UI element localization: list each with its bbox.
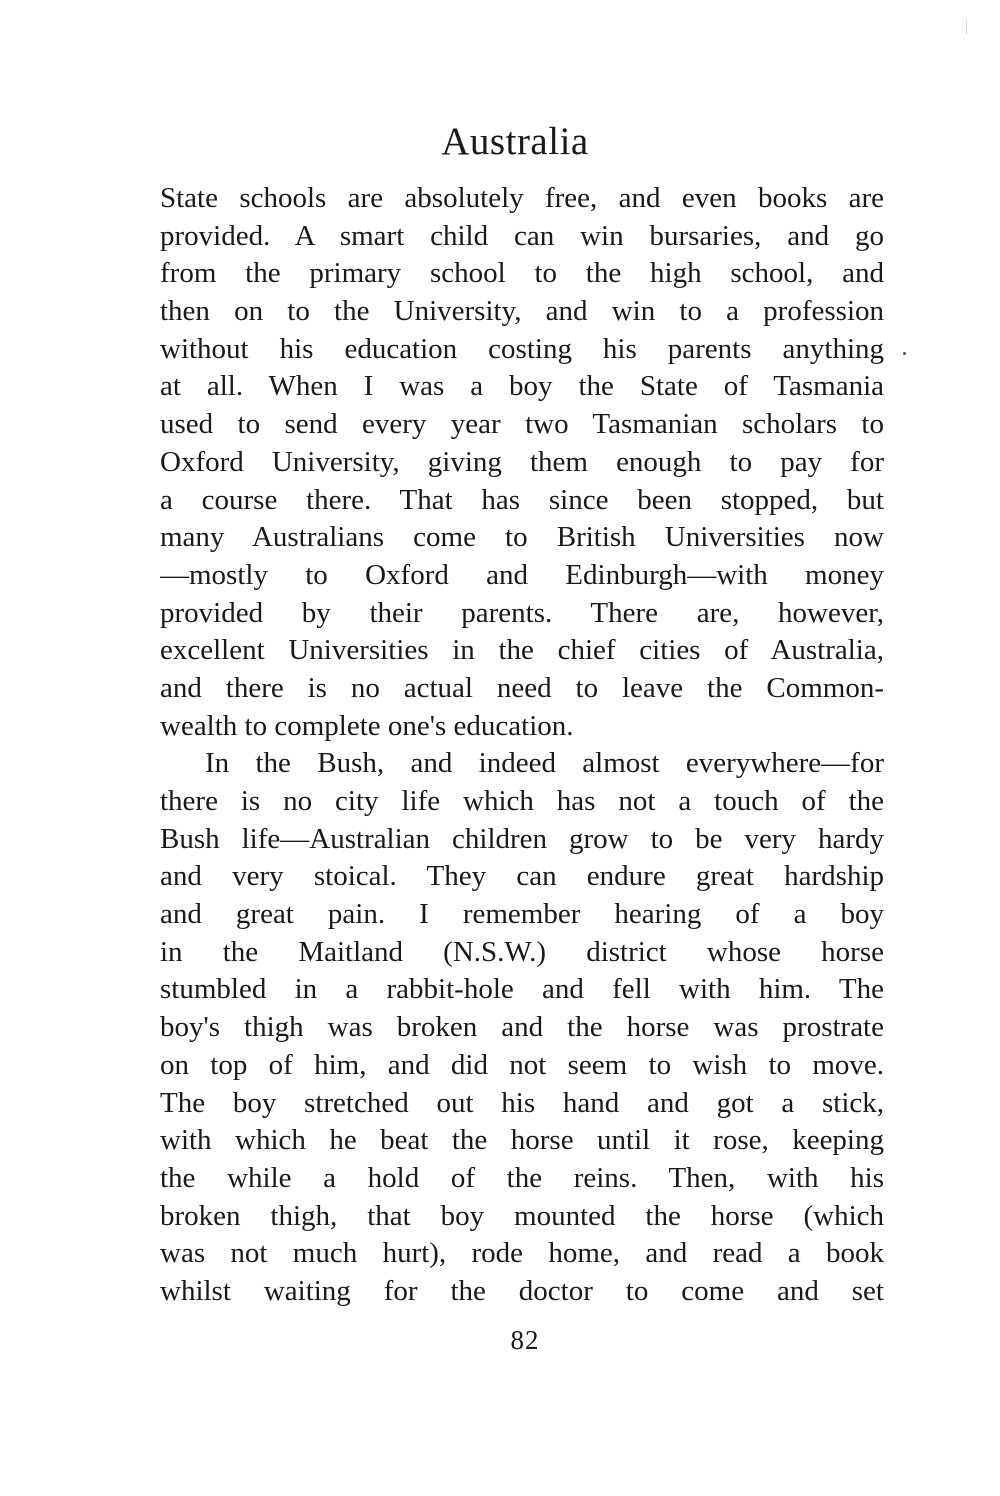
text-line: the while a hold of the reins. Then, with his — [160, 1161, 884, 1194]
text-line: was not much hurt), rode home, and read a book — [160, 1237, 884, 1270]
text-line: The boy stretched out his hand and got a stick, — [160, 1086, 884, 1119]
text-line: stumbled in a rabbit-hole and fell with him. The — [160, 973, 884, 1006]
text-line: used to send every year two Tasmanian scholars to — [160, 408, 884, 441]
text-line: boy's thigh was broken and the horse was prostrate — [160, 1011, 884, 1044]
text-line: and there is no actual need to leave the Common- — [160, 671, 884, 704]
paragraph — [160, 180, 884, 745]
text-line: provided. A smart child can win bursaries, and go — [160, 219, 884, 252]
page-title: Australia — [441, 120, 589, 163]
text-line: in the Maitland (N.S.W.) district whose horse — [160, 935, 884, 968]
text-line: Oxford University, giving them enough to pay for — [160, 445, 884, 478]
text-line: Bush life—Australian children grow to be very hardy — [160, 822, 884, 855]
text-line: provided by their parents. There are, however, — [160, 596, 884, 629]
text-line: there is no city life which has not a touch of the — [160, 785, 884, 817]
page-number: 82 — [510, 1325, 540, 1355]
text-line: a course there. That has since been stopped, but — [160, 483, 884, 516]
text-line: at all. When I was a boy the State of Tasmania — [160, 370, 884, 403]
text-line: many Australians come to British Universities now — [160, 521, 884, 554]
ink-speck — [903, 352, 906, 355]
text-line: without his education costing his parents anything — [160, 332, 884, 365]
text-line: broken thigh, that boy mounted the horse (which — [160, 1199, 884, 1232]
text-line: from the primary school to the high school, and — [160, 257, 884, 290]
text-line: State schools are absolutely free, and even books are — [160, 182, 884, 214]
text-line: —mostly to Oxford and Edinburgh—with money — [160, 558, 884, 591]
text-line: and very stoical. They can endure great hardship — [160, 860, 884, 893]
text-line: In the Bush, and indeed almost everywhere—for — [205, 747, 884, 780]
text-line: then on to the University, and win to a profession — [160, 295, 884, 328]
text-line: excellent Universities in the chief cities of Australia, — [160, 634, 884, 667]
paragraph — [160, 745, 884, 1310]
text-line: whilst waiting for the doctor to come and set — [160, 1274, 884, 1307]
body-text — [160, 180, 884, 1311]
scan-mark — [966, 20, 967, 34]
text-line: and great pain. I remember hearing of a boy — [160, 898, 884, 931]
text-line: on top of him, and did not seem to wish to move. — [160, 1048, 884, 1081]
text-line: with which he beat the horse until it rose, keeping — [160, 1124, 884, 1157]
text-line: wealth to complete one's education. — [160, 709, 574, 742]
